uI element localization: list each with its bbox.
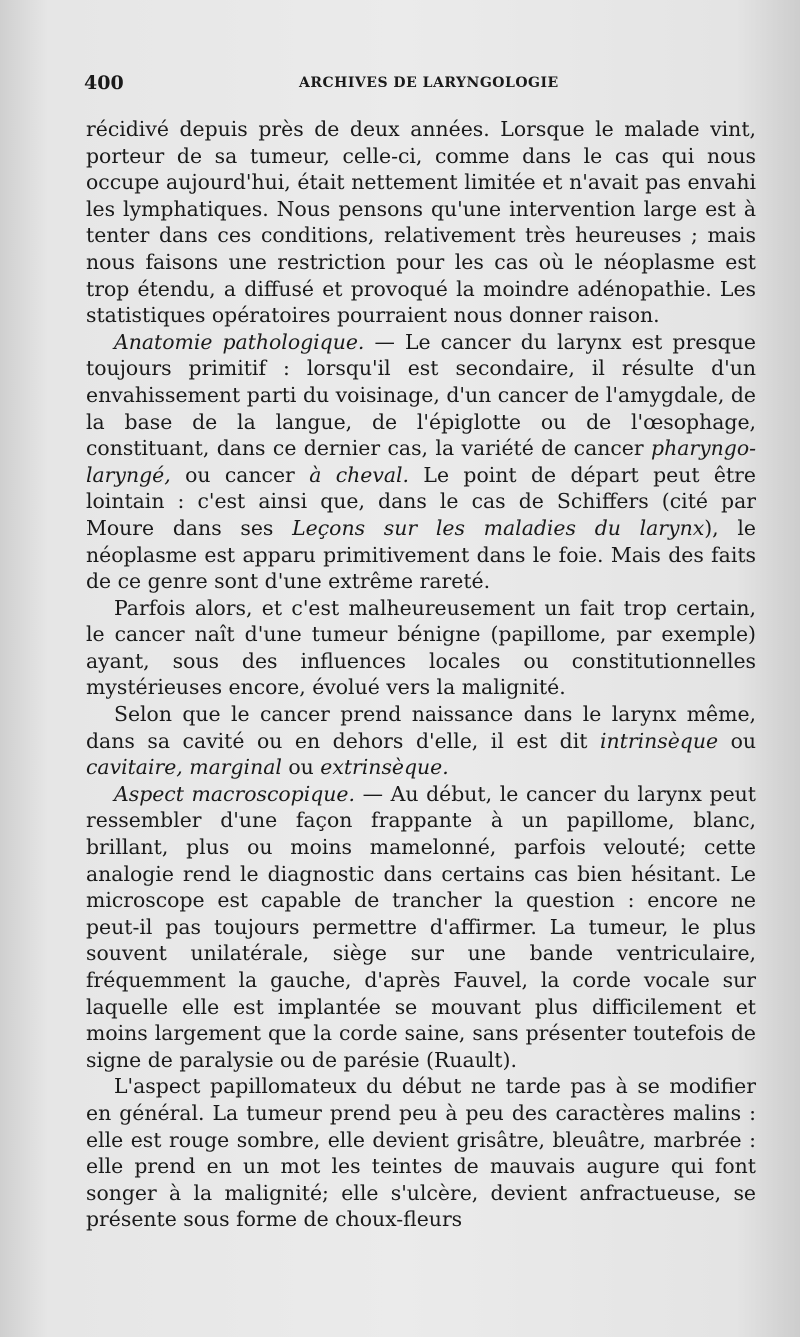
text-segment: — Au début, le cancer du larynx peut ressembler d'une façon frappante à un papillome, blanc, brillant, plus ou moins mamelonné, parfois velouté; cette analogie rend le diagnostic dans certains cas bien hésitant. Le microscope est capable de trancher la question : encore ne peut-il pas toujours permettre d'affirmer. La tumeur, le plus souvent unilatérale, siège sur une bande ventriculaire, fréquemment la gauche, d'après Fauvel, la corde vocale sur laquelle elle est implantée se mouvant plus difficilement et moins largement que la corde saine, sans présenter toutefois de signe de paralysie ou de parésie (Ruault). bbox=[86, 781, 756, 1072]
paragraph bbox=[86, 595, 756, 701]
text-segment: L'aspect papillomateux du début ne tarde pas à se modifier en général. La tumeur prend peu à peu des caractères malins : elle est rouge sombre, elle devient grisâtre, bleuâtre, marbrée : elle prend en un mot les teintes de mauvais augure qui font songer à la malignité; elle s'ulcère, devient anfractueuse, se présente sous forme de choux-fleurs bbox=[86, 1074, 756, 1232]
text-segment: ou bbox=[718, 728, 757, 753]
italic-term: extrinsèque. bbox=[320, 755, 449, 780]
italic-term: intrinsèque bbox=[600, 728, 719, 753]
text-segment: ou bbox=[281, 755, 321, 780]
text-segment: récidivé depuis près de deux années. Lorsque le malade vint, porteur de sa tumeur, celle-ci, comme dans le cas qui nous occupe aujourd'hui, était nettement limitée et n'avait pas envahi les lymphatiques. Nous pensons qu'une intervention large est à tenter dans ces conditions, relativement très heureuses ; mais nous faisons une restriction pour les cas où le néoplasme est trop étendu, a diffusé et provoqué la moindre adénopathie. Les statistiques opératoires pourraient nous donner raison. bbox=[86, 117, 756, 328]
paragraph bbox=[86, 116, 756, 329]
section-heading-aspect: Aspect macroscopique. bbox=[114, 781, 355, 806]
paragraph bbox=[86, 781, 756, 1074]
text-segment: Le point de départ peut être lointain : c'est ainsi que, dans le cas de Schiffers (cité par Moure dans ses bbox=[86, 462, 756, 540]
body-text bbox=[86, 116, 756, 1233]
text-segment: Parfois alors, et c'est malheureusement un fait trop certain, le cancer naît d'une tumeur bénigne (papillome, par exemple) ayant, sous des influences locales ou constitutionnelles mystérieuses encore, évolué vers la malignité. bbox=[86, 595, 756, 700]
italic-term: pharyngo-laryngé, bbox=[86, 436, 756, 487]
italic-term: à cheval. bbox=[309, 462, 410, 487]
paragraph bbox=[86, 1073, 756, 1233]
text-segment: ), le néoplasme est apparu primitivement dans le foie. Mais des faits de ce genre sont d'une extrême rareté. bbox=[86, 515, 756, 594]
book-title: Leçons sur les maladies du larynx bbox=[292, 515, 705, 540]
paragraph bbox=[86, 701, 756, 781]
paragraph bbox=[86, 329, 756, 595]
text-segment: — Le cancer du larynx est presque toujours primitif : lorsqu'il est secondaire, il résulte d'un envahissement parti du voisinage, d'un cancer de l'amygdale, de la base de la langue, de l'épiglotte ou de l'œsophage, constituant, dans ce dernier cas, la variété de cancer bbox=[86, 329, 757, 461]
text-segment: Selon que le cancer prend naissance dans le larynx même, dans sa cavité ou en dehors d'elle, il est dit bbox=[86, 702, 756, 753]
section-heading-anatomie: Anatomie pathologique. bbox=[114, 329, 365, 354]
page-number: 400 bbox=[84, 72, 124, 94]
running-title: ARCHIVES DE LARYNGOLOGIE bbox=[299, 75, 559, 91]
text-segment: ou cancer bbox=[170, 462, 310, 487]
page-header bbox=[84, 72, 764, 96]
italic-term: cavitaire, marginal bbox=[86, 755, 282, 780]
